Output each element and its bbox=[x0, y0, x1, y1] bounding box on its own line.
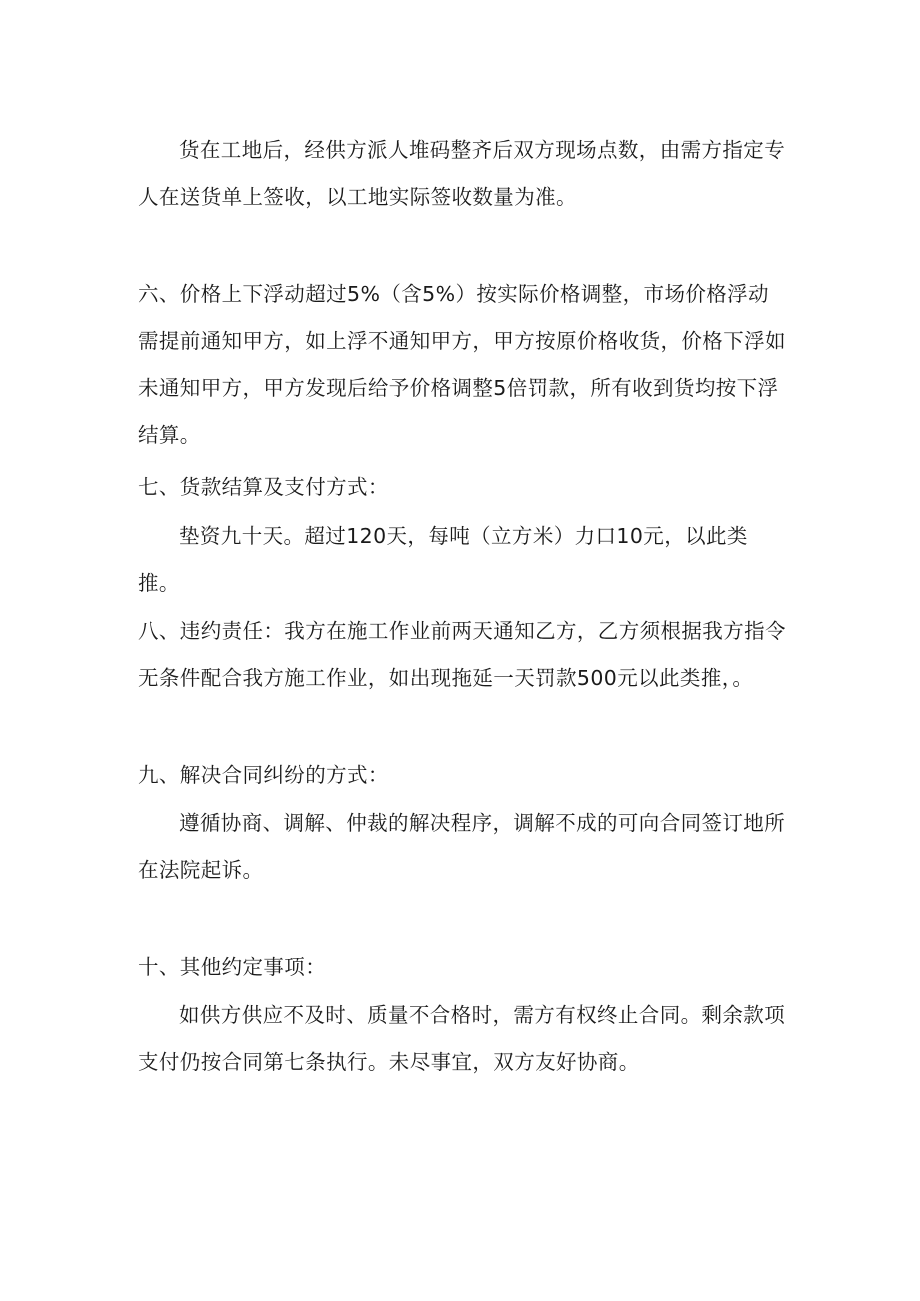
heading-section-10-other: 十、其他约定事项： bbox=[138, 955, 327, 979]
paragraph-dispute-resolution: 遵循协商、调解、仲裁的解决程序，调解不成的可向合同签订地所在法院起诉。 bbox=[138, 811, 786, 882]
paragraph-section-8-liability: 八、违约责任：我方在施工作业前两天通知乙方，乙方须根据我方指令无条件配合我方施工作业，如出现拖延一天罚款500元以此类推，。 bbox=[138, 619, 786, 690]
heading-section-9-disputes: 九、解决合同纠纷的方式： bbox=[138, 763, 389, 787]
paragraph-payment-terms: 垫资九十天。超过120天，每吨（立方米）力口10元，以此类推。 bbox=[138, 524, 748, 595]
heading-section-7-payment: 七、货款结算及支付方式： bbox=[138, 475, 389, 499]
paragraph-section-6-price: 六、价格上下浮动超过5%（含5%）按实际价格调整，市场价格浮动需提前通知甲方，如上浮不通知甲方，甲方按原价格收货，价格下浮如未通知甲方，甲方发现后给予价格调整5倍罚款，所有收到货均按下浮结算。 bbox=[138, 282, 786, 447]
paragraph-other-terms: 如供方供应不及时、质量不合格时，需方有权终止合同。剩余款项支付仍按合同第七条执行。未尽事宜，双方友好协商。 bbox=[138, 1003, 786, 1074]
paragraph-delivery-acceptance: 货在工地后，经供方派人堆码整齐后双方现场点数，由需方指定专人在送货单上签收，以工地实际签收数量为准。 bbox=[138, 138, 786, 209]
